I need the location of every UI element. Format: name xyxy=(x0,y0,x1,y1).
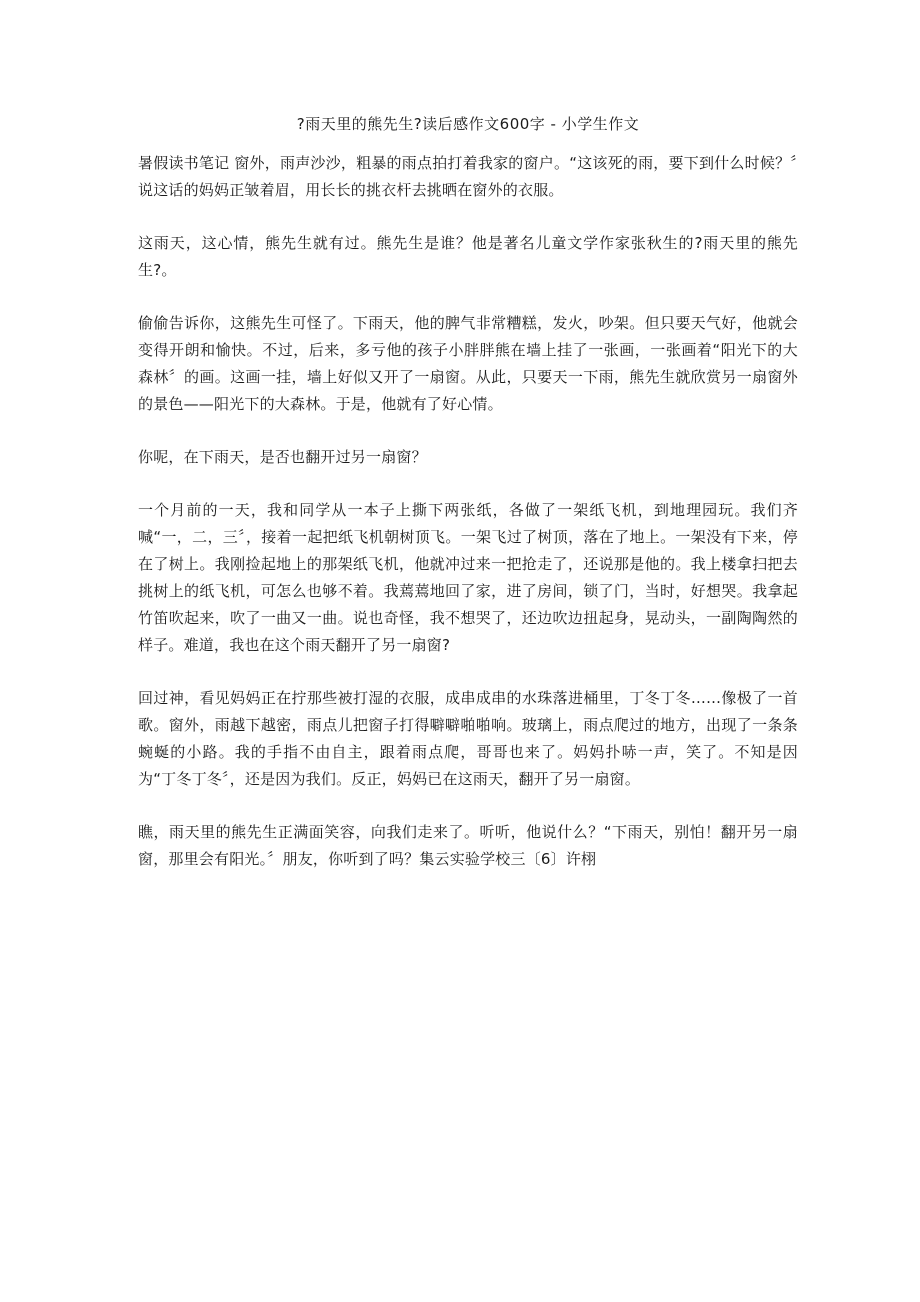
paragraph-4: 你呢，在下雨天，是否也翻开过另一扇窗？ xyxy=(138,448,427,466)
paragraph-1: 暑假读书笔记 窗外，雨声沙沙，粗暴的雨点拍打着我家的窗户。“这该死的雨，要下到什么时候？〞说这话的妈妈正皱着眉，用长长的挑衣杆去挑晒在窗外的衣服。 xyxy=(138,154,798,199)
paragraph-6: 回过神，看见妈妈正在拧那些被打湿的衣服，成串成串的水珠落进桶里，丁冬丁冬……像极了一首歌。窗外，雨越下越密，雨点儿把窗子打得噼噼啪啪响。玻璃上，雨点爬过的地方，出现了一条条蜿蜒的小路。我的手指不由自主，跟着雨点爬，哥哥也来了。妈妈扑哧一声，笑了。不知是因为“丁冬丁冬〞，还是因为我们。反正，妈妈已在这雨天，翻开了另一扇窗。 xyxy=(138,689,798,788)
paragraph-5: 一个月前的一天，我和同学从一本子上撕下两张纸，各做了一架纸飞机，到地理园玩。我们齐喊“一，二，三〞，接着一起把纸飞机朝树顶飞。一架飞过了树顶，落在了地上。一架没有下来，停在了树上。我刚捡起地上的那架纸飞机，他就冲过来一把抢走了，还说那是他的。我上楼拿扫把去挑树上的纸飞机，可怎么也够不着。我蔫蔫地回了家，进了房间，锁了门，当时，好想哭。我拿起竹笛吹起来，吹了一曲又一曲。说也奇怪，我不想哭了，还边吹边扭起身，晃动头，一副陶陶然的样子。难道，我也在这个雨天翻开了另一扇窗? xyxy=(138,501,798,654)
document-page xyxy=(138,112,798,899)
paragraph-3: 偷偷告诉你，这熊先生可怪了。下雨天，他的脾气非常糟糕，发火，吵架。但只要天气好，他就会变得开朗和愉快。不过，后来，多亏他的孩子小胖胖熊在墙上挂了一张画，一张画着“阳光下的大森林〞的画。这画一挂，墙上好似又开了一扇窗。从此，只要天一下雨，熊先生就欣赏另一扇窗外的景色——阳光下的大森林。于是，他就有了好心情。 xyxy=(138,314,798,413)
paragraph-2: 这雨天，这心情，熊先生就有过。熊先生是谁？他是著名儿童文学作家张秋生的?雨天里的熊先生?。 xyxy=(138,234,798,279)
document-title: ?雨天里的熊先生?读后感作文600字 - 小学生作文 xyxy=(296,115,640,133)
paragraph-7: 瞧，雨天里的熊先生正满面笑容，向我们走来了。听听，他说什么？“下雨天，别怕！翻开另一扇窗，那里会有阳光。〞朋友，你听到了吗？集云实验学校三〔6〕许栩 xyxy=(138,823,798,868)
